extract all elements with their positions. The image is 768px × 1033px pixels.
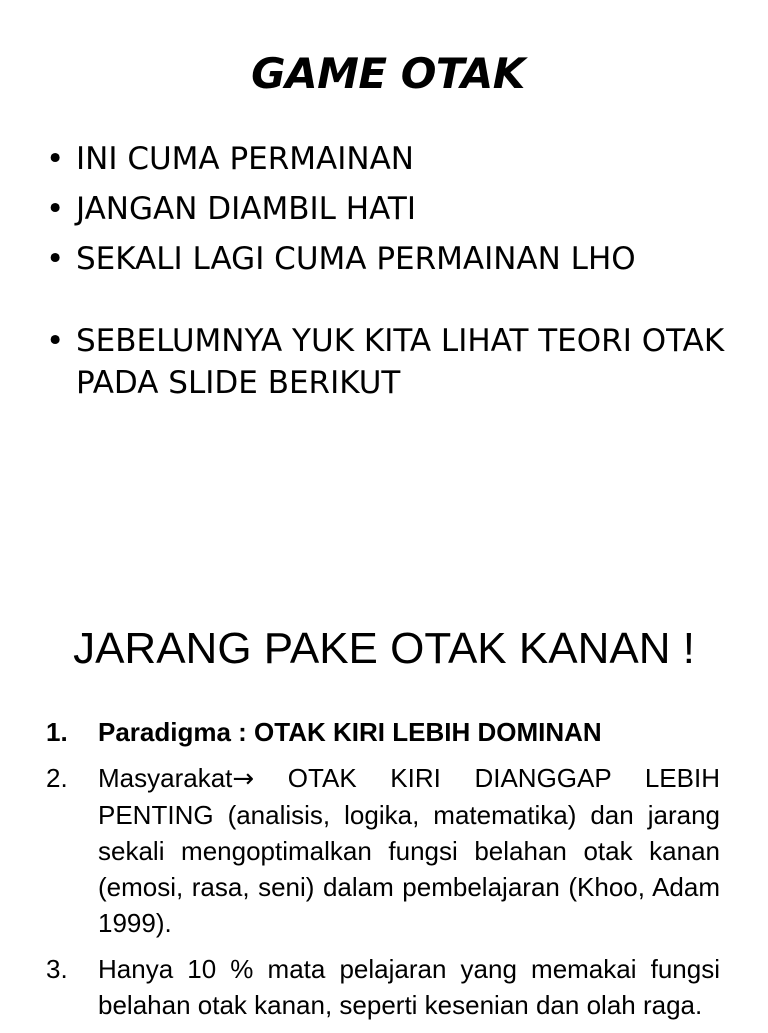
list-text: Hanya 10 % mata pelajaran yang memakai fungsi belahan otak kanan, seperti kesenian dan olah raga.	[98, 954, 720, 1020]
list-number: 3.	[46, 954, 68, 984]
bullet-text: SEBELUMNYA YUK KITA LIHAT TEORI OTAK PADA SLIDE BERIKUT	[76, 323, 725, 401]
list-item	[46, 714, 720, 750]
bullet-icon: •	[46, 141, 65, 177]
bullet-item	[46, 138, 746, 180]
bullet-item	[46, 238, 746, 280]
list-number: 2.	[46, 763, 68, 793]
bullet-list	[46, 138, 746, 412]
arrow-right-icon: →	[232, 764, 255, 794]
slide-title: GAME OTAK	[251, 49, 525, 98]
list-text-end: OTAK KIRI DIANGGAP LEBIH PENTING (analisis, logika, matematika) dan jarang sekali mengoptimalkan fungsi belahan otak kanan (emosi, rasa, seni) dalam pembelajaran (Khoo, Adam 1999).	[98, 763, 720, 938]
bullet-text: SEKALI LAGI CUMA PERMAINAN LHO	[76, 241, 636, 277]
bullet-item	[46, 320, 746, 404]
slide-otak-kanan	[0, 512, 768, 1024]
bullet-icon: •	[46, 323, 65, 359]
slide-title: JARANG PAKE OTAK KANAN !	[73, 624, 695, 673]
bullet-text: JANGAN DIAMBIL HATI	[76, 191, 416, 227]
list-item	[46, 951, 720, 1023]
list-number: 1.	[46, 717, 68, 747]
bullet-text: INI CUMA PERMAINAN	[76, 141, 414, 177]
list-text-start: Masyarakat	[98, 763, 233, 793]
slide-game-otak	[0, 0, 768, 512]
bullet-icon: •	[46, 241, 65, 277]
list-text: Paradigma : OTAK KIRI LEBIH DOMINAN	[98, 717, 602, 747]
bullet-icon: •	[46, 191, 65, 227]
bullet-item	[46, 188, 746, 230]
list-item	[46, 760, 720, 941]
numbered-list	[46, 714, 720, 1033]
